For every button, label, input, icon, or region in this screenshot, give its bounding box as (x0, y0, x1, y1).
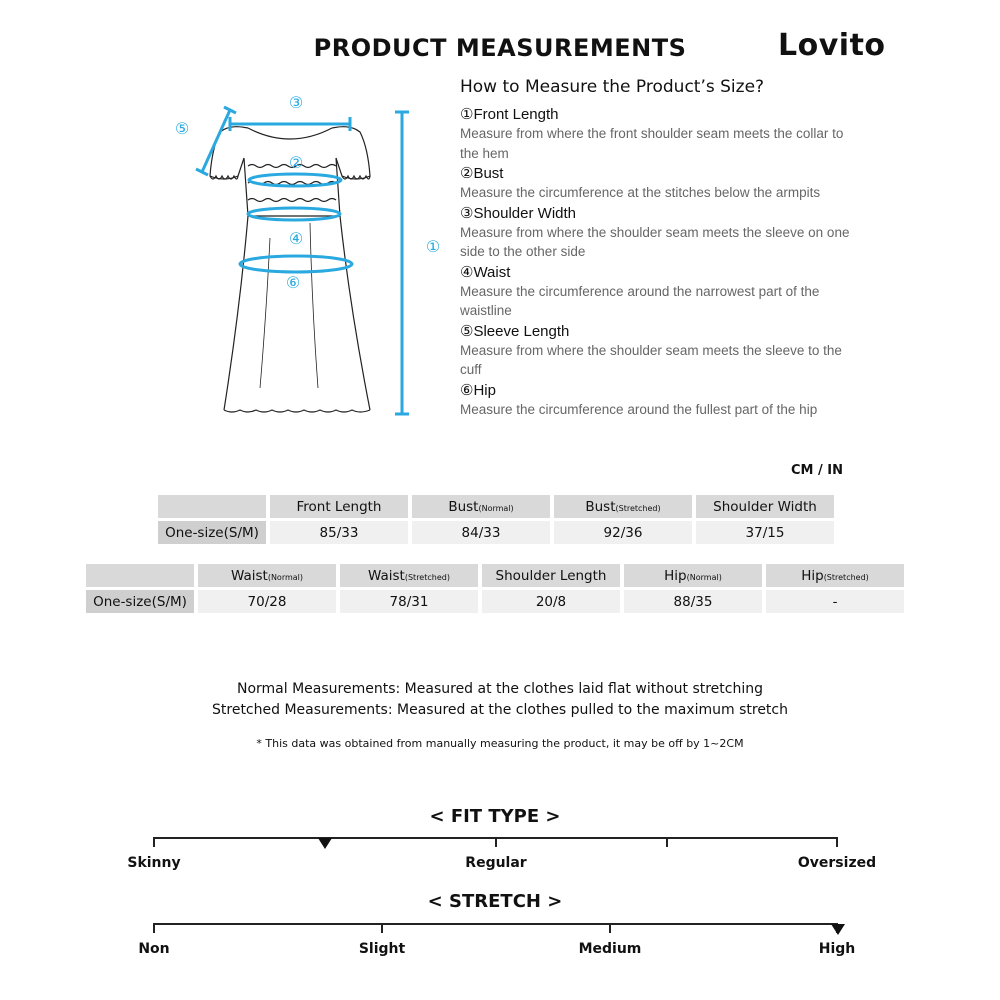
guide-item (460, 105, 860, 163)
table-header-row (158, 495, 834, 518)
table-header-cell: Waist(Normal) (198, 564, 336, 587)
marker-1: ① (425, 237, 441, 256)
fit-scale-tick (153, 837, 155, 847)
guide-item (460, 263, 860, 321)
table-cell: 88/35 (624, 590, 762, 613)
guide-item-name: ②Bust (460, 165, 504, 182)
dress-diagram (160, 88, 460, 428)
stretch-title: < STRETCH > (427, 891, 563, 912)
guide-item-desc: Measure the circumference around the fullest part of the hip (460, 401, 818, 417)
fit-scale-tick (666, 837, 668, 847)
table-cell: - (766, 590, 904, 613)
stretch-scale-tick (153, 923, 155, 933)
table-row-label: One-size(S/M) (86, 590, 194, 613)
guide-item-name: ⑥Hip (460, 381, 496, 399)
guide-item (460, 204, 860, 262)
table-cell: 85/33 (270, 521, 408, 544)
stretch-label-non: Non (138, 941, 170, 957)
page-title: PRODUCT MEASUREMENTS (313, 34, 687, 62)
table-corner (86, 564, 194, 587)
table-cell: 92/36 (554, 521, 692, 544)
stretch-scale-bar (154, 923, 838, 925)
stretch-label-slight: Slight (358, 941, 406, 957)
stretched-note: Stretched Measurements: Measured at the clothes pulled to the maximum stretch (212, 702, 788, 718)
table-cell: 84/33 (412, 521, 550, 544)
marker-6: ⑥ (285, 273, 301, 292)
table-header-row (86, 564, 904, 587)
table-corner (158, 495, 266, 518)
marker-2: ② (288, 153, 304, 172)
guide-item-name: ③Shoulder Width (460, 204, 577, 222)
disclaimer: * This data was obtained from manually measuring the product, it may be off by 1~2CM (256, 737, 744, 750)
table-header-cell: Bust(Stretched) (554, 495, 692, 518)
table-header-cell: Hip(Stretched) (766, 564, 904, 587)
guide-item-desc: Measure from where the shoulder seam meets the sleeve on one side to the other side (460, 224, 850, 259)
fit-type-title: < FIT TYPE > (429, 806, 561, 827)
table-header-cell: Front Length (270, 495, 408, 518)
stretch-label-high: High (818, 941, 856, 957)
stretch-scale (154, 923, 838, 953)
table-cell: 20/8 (482, 590, 620, 613)
guide-item-name: ⑤Sleeve Length (460, 322, 570, 340)
stretch-label-medium: Medium (578, 941, 642, 957)
guide-item-desc: Measure the circumference around the narrowest part of the waistline (460, 283, 820, 318)
table-header-cell: Hip(Normal) (624, 564, 762, 587)
marker-4: ④ (288, 229, 304, 248)
guide-item (460, 322, 860, 380)
guide-item (460, 164, 860, 203)
table-cell: 37/15 (696, 521, 834, 544)
table-header-cell: Waist(Stretched) (340, 564, 478, 587)
normal-note: Normal Measurements: Measured at the clothes laid flat without stretching (237, 681, 763, 697)
fit-scale-tick (836, 837, 838, 847)
table-header-cell: Bust(Normal) (412, 495, 550, 518)
guide-item-desc: Measure from where the front shoulder seam meets the collar to the hem (460, 126, 844, 161)
fit-label-skinny: Skinny (127, 855, 181, 871)
table-cell: 70/28 (198, 590, 336, 613)
table-row (86, 590, 904, 613)
fit-label-regular: Regular (465, 855, 527, 871)
stretch-indicator-icon (831, 923, 845, 935)
marker-3: ③ (288, 93, 304, 112)
guide-item-desc: Measure the circumference at the stitches below the armpits (460, 185, 821, 200)
guide-item (460, 381, 860, 420)
fit-scale-tick (495, 837, 497, 847)
size-table-2 (82, 561, 908, 616)
guide-item-name: ④Waist (460, 263, 511, 281)
fit-label-oversized: Oversized (797, 855, 877, 871)
guide-item-name: ①Front Length (460, 106, 559, 123)
table-header-cell: Shoulder Width (696, 495, 834, 518)
guide-heading: How to Measure the Product’s Size? (460, 77, 765, 97)
table-header-cell: Shoulder Length (482, 564, 620, 587)
table-row (158, 521, 834, 544)
marker-5: ⑤ (174, 119, 190, 138)
table-row-label: One-size(S/M) (158, 521, 266, 544)
table-cell: 78/31 (340, 590, 478, 613)
size-table-1 (154, 492, 838, 547)
stretch-scale-tick (609, 923, 611, 933)
guide-item-desc: Measure from where the shoulder seam meets the sleeve to the cuff (460, 342, 842, 377)
brand-logo: Lovito (778, 28, 886, 63)
fit-indicator-icon (318, 837, 332, 849)
units-label: CM / IN (791, 463, 843, 478)
measure-guide-list (460, 104, 860, 419)
stretch-scale-tick (381, 923, 383, 933)
